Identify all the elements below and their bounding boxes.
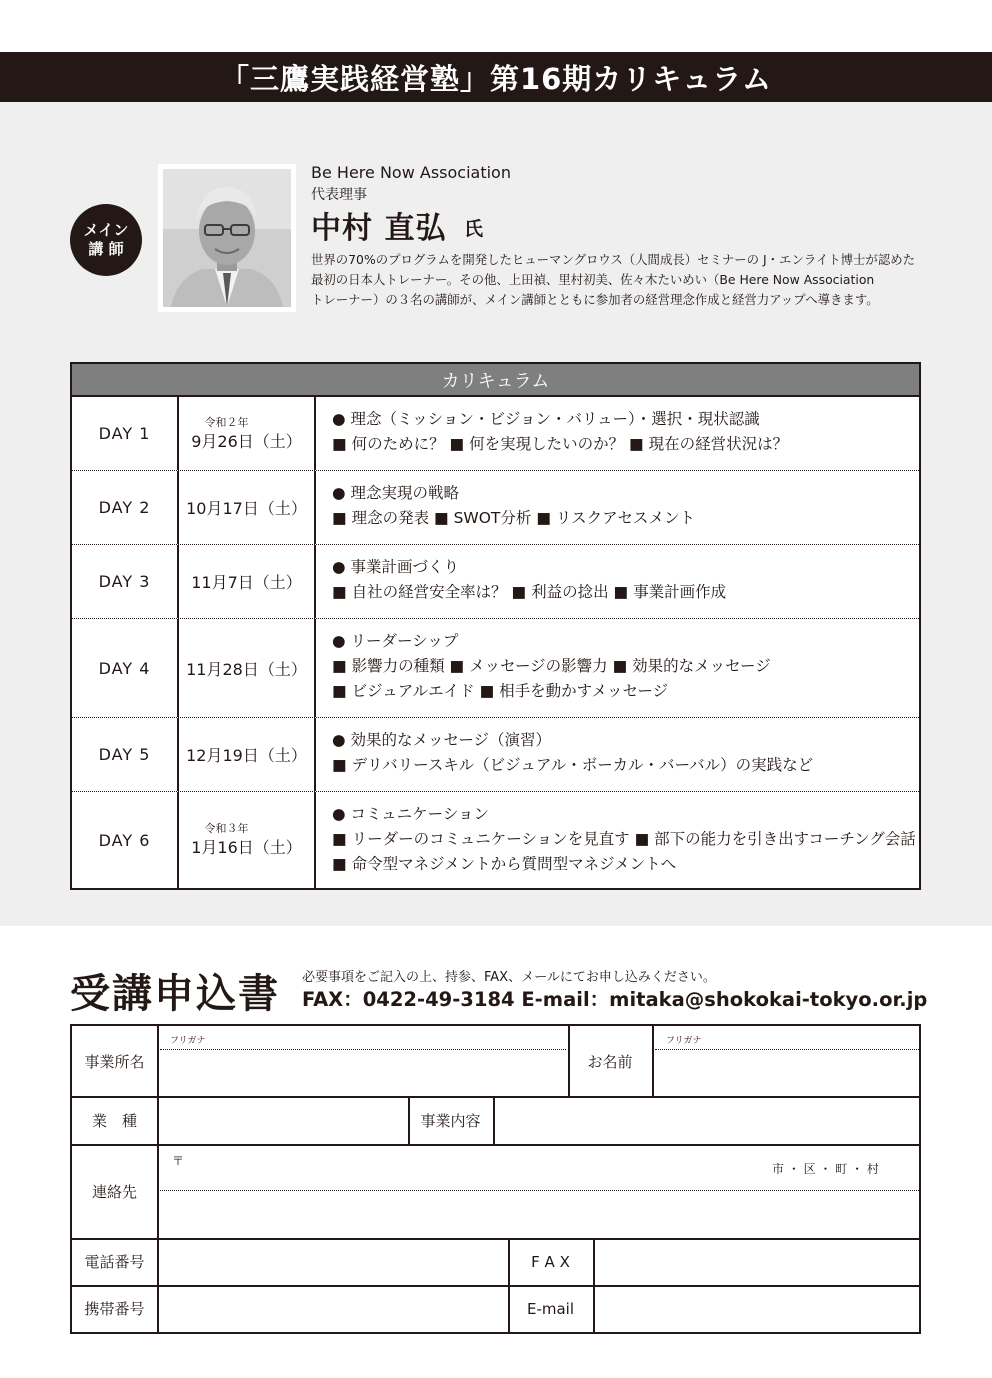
address-field[interactable] — [160, 1192, 919, 1236]
content-line: ■ 自社の経営安全率は？ ■ 利益の捻出 ■ 事業計画作成 — [332, 583, 727, 601]
date-label: 9月26日（土） — [191, 431, 302, 451]
instructor-organization: Be Here Now Association — [311, 163, 511, 182]
content-line: ■ 命令型マネジメントから質問型マネジメントへ — [332, 855, 677, 873]
mobile-field[interactable] — [160, 1287, 506, 1330]
day-date — [179, 619, 316, 717]
day-date — [179, 397, 316, 470]
day-label: DAY 6 — [72, 792, 179, 888]
day-date — [179, 545, 316, 618]
content-line: ● 理念実現の戦略 — [332, 484, 459, 502]
date-label: 1月16日（土） — [191, 838, 302, 857]
furigana-divider — [160, 1049, 566, 1050]
name-field[interactable] — [655, 1051, 919, 1095]
content-line: ■ 何のために？ ■ 何を実現したいのか？ ■ 現在の経営状況は？ — [332, 435, 789, 453]
date-label: 10月17日（土） — [186, 499, 307, 518]
day-content — [316, 545, 919, 618]
day-label: DAY 4 — [72, 619, 179, 717]
email-label: E-mail — [526, 1299, 575, 1318]
row-divider — [72, 1144, 919, 1146]
day-label: DAY 3 — [72, 545, 179, 618]
column-divider — [593, 1238, 595, 1332]
postal-mark: 〒 — [172, 1154, 185, 1168]
instructor-name: 中村 直弘 — [311, 211, 447, 246]
curriculum-row — [72, 792, 919, 888]
column-divider — [493, 1096, 495, 1144]
curriculum-header: カリキュラム — [72, 364, 919, 397]
content-line: ■ 理念の発表 ■ SWOT分析 ■ リスクアセスメント — [332, 509, 695, 527]
content-line: ● コミュニケーション — [332, 805, 490, 823]
curriculum-row — [72, 718, 919, 792]
main-instructor-badge — [70, 204, 142, 276]
curriculum-row — [72, 471, 919, 545]
curriculum-row — [72, 397, 919, 471]
content-line: ● リーダーシップ — [332, 632, 459, 650]
top-margin — [0, 0, 992, 52]
curriculum-row — [72, 545, 919, 619]
day-date — [179, 471, 316, 544]
bio-line: 最初の日本人トレーナー。その他、上田禎、里村初美、佐々木たいめい（Be Here Now Association — [311, 272, 875, 287]
company-field[interactable] — [160, 1051, 566, 1095]
application-title: 受講申込書 — [70, 971, 280, 1017]
city-ward-label: 市 ・ 区 ・ 町 ・ 村 — [772, 1162, 879, 1176]
content-line: ● 効果的なメッセージ（演習） — [332, 731, 552, 749]
content-line: ■ ビジュアルエイド ■ 相手を動かすメッセージ — [332, 682, 669, 700]
company-label: 事業所名 — [84, 1052, 145, 1071]
industry-field[interactable] — [160, 1098, 406, 1142]
instructor-name-suffix: 氏 — [464, 218, 484, 240]
content-line: ● 理念（ミッション・ビジョン・バリュー）・選択・現状認識 — [332, 410, 760, 428]
content-line: ■ リーダーのコミュニケーションを見直す ■ 部下の能力を引き出すコーチング会話 — [332, 830, 916, 848]
day-date — [179, 718, 316, 791]
day-label: DAY 2 — [72, 471, 179, 544]
bio-line: 世界の70%のプログラムを開発したヒューマングロウス（人間成長）セミナーの J・エンライト博士が認めた — [311, 252, 915, 267]
furigana-divider — [655, 1049, 919, 1050]
furigana-label: フリガナ — [666, 1036, 702, 1046]
address-divider — [160, 1190, 919, 1191]
day-date — [179, 792, 316, 888]
curriculum-row — [72, 619, 919, 718]
phone-label: 電話番号 — [84, 1253, 145, 1271]
date-label: 11月28日（土） — [186, 659, 307, 679]
badge-line-1: メイン — [83, 221, 129, 239]
content-line: ● 事業計画づくり — [332, 558, 459, 576]
era-label: 令和２年 — [204, 415, 249, 429]
day-label: DAY 5 — [72, 718, 179, 791]
content-line: ■ デリバリースキル（ビジュアル・ボーカル・バーバル）の実践など — [332, 756, 814, 774]
column-divider — [652, 1026, 654, 1096]
column-divider — [157, 1026, 159, 1332]
email-field[interactable] — [596, 1287, 919, 1330]
badge-line-2: 講 師 — [88, 240, 124, 258]
curriculum-table — [70, 362, 921, 890]
name-label: お名前 — [587, 1052, 633, 1071]
bio-line: トレーナー）の３名の講師が、メイン講師とともに参加者の経営理念作成と経営力アップへ導きます。 — [311, 292, 879, 307]
day-content — [316, 619, 919, 717]
mobile-label: 携帯番号 — [84, 1300, 145, 1318]
instructor-photo — [158, 164, 296, 312]
era-label: 令和３年 — [204, 822, 249, 835]
fax-label: F A X — [531, 1252, 570, 1271]
application-form — [70, 1024, 921, 1334]
day-content — [316, 397, 919, 470]
furigana-label: フリガナ — [170, 1036, 206, 1046]
content-line: ■ 影響力の種類 ■ メッセージの影響力 ■ 効果的なメッセージ — [332, 657, 771, 675]
day-content — [316, 792, 919, 888]
application-contact: FAX：0422-49-3184 E-mail：mitaka@shokokai-tokyo.or.jp — [302, 988, 928, 1011]
phone-field[interactable] — [160, 1240, 506, 1283]
fax-field[interactable] — [596, 1240, 919, 1283]
page-title: 「三鷹実践経営塾」第16期カリキュラム — [0, 52, 992, 102]
address-label: 連絡先 — [91, 1182, 137, 1201]
day-label: DAY 1 — [72, 397, 179, 470]
portrait-photo — [163, 169, 291, 307]
instructor-role: 代表理事 — [311, 187, 367, 203]
day-content — [316, 718, 919, 791]
industry-label: 業 種 — [91, 1111, 137, 1130]
business-field[interactable] — [496, 1098, 919, 1142]
date-label: 11月7日（土） — [191, 573, 302, 592]
business-label: 事業内容 — [420, 1111, 481, 1130]
date-label: 12月19日（土） — [186, 746, 307, 765]
application-note: 必要事項をご記入の上、持参、FAX、メールにてお申し込みください。 — [302, 970, 716, 985]
instructor-bio — [311, 250, 926, 310]
day-content — [316, 471, 919, 544]
